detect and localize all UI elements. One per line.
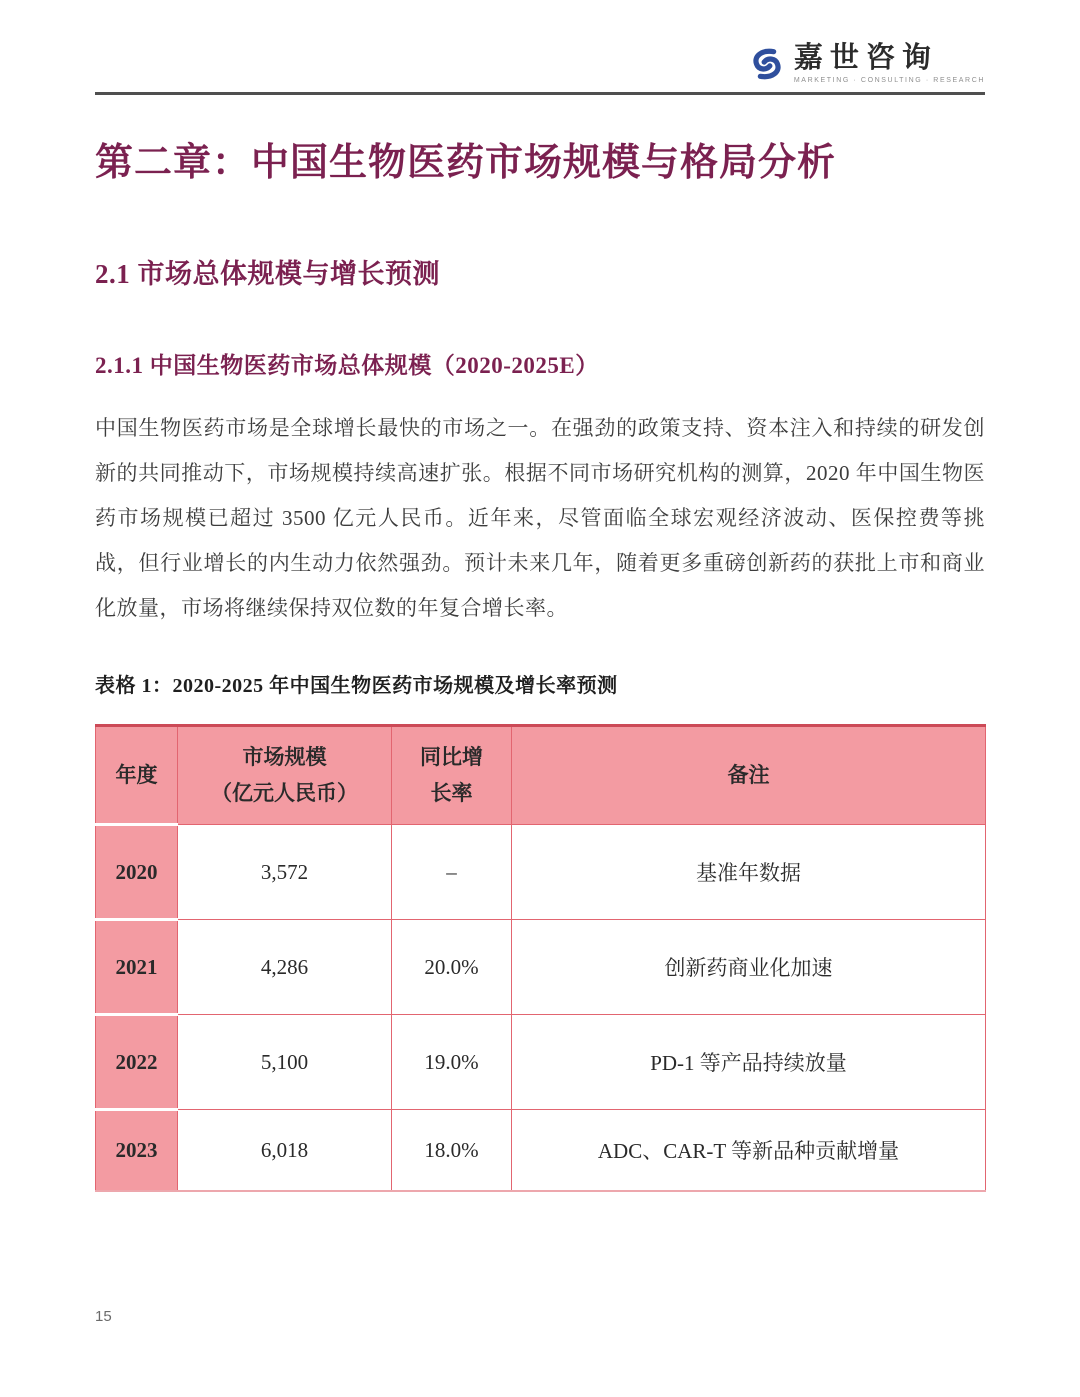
page-number: 15 xyxy=(95,1308,112,1325)
growth-cell: – xyxy=(392,825,512,920)
logo-text-block xyxy=(794,44,985,84)
col-header-scale xyxy=(178,726,392,825)
table-row xyxy=(96,920,986,1015)
growth-cell: 18.0% xyxy=(392,1110,512,1191)
scale-cell: 4,286 xyxy=(178,920,392,1015)
subsection-title: 2.1.1 中国生物医药市场总体规模（2020-2025E） xyxy=(95,353,599,379)
scale-cell: 6,018 xyxy=(178,1110,392,1191)
col-header-scale-line2: （亿元人民币） xyxy=(211,780,358,805)
logo-tagline: MARKETING · CONSULTING · RESEARCH xyxy=(793,77,985,84)
scale-cell: 5,100 xyxy=(178,1015,392,1110)
chapter-title: 第二章：中国生物医药市场规模与格局分析 xyxy=(95,142,837,184)
growth-cell: 19.0% xyxy=(392,1015,512,1110)
note-cell: ADC、CAR-T 等新品种贡献增量 xyxy=(512,1110,986,1191)
col-header-growth xyxy=(392,726,512,825)
note-cell: 创新药商业化加速 xyxy=(512,920,986,1015)
year-cell: 2023 xyxy=(96,1110,178,1191)
scale-cell: 3,572 xyxy=(178,825,392,920)
growth-cell: 20.0% xyxy=(392,920,512,1015)
year-cell: 2022 xyxy=(96,1015,178,1110)
col-header-growth-line2: 长率 xyxy=(430,780,473,805)
table-row xyxy=(96,1015,986,1110)
logo-knot-icon xyxy=(748,45,786,83)
note-cell: 基准年数据 xyxy=(512,825,986,920)
col-header-scale-line1: 市场规模 xyxy=(242,745,327,770)
body-paragraph: 中国生物医药市场是全球增长最快的市场之一。在强劲的政策支持、资本注入和持续的研发创新的共同推动下，市场规模持续高速扩张。根据不同市场研究机构的测算，2020 年中国生物医药市场规模已超过 3500 亿元人民币。近年来，尽管面临全球宏观经济波动、医保控费等挑战，但行业增长的内生动力依然强劲。预计未来几年，随着更多重磅创新药的获批上市和商业化放量，市场将继续保持双位数的年复合增长率。 xyxy=(95,416,985,621)
col-header-growth-line1: 同比增 xyxy=(420,745,483,770)
company-logo xyxy=(748,44,985,84)
section-title: 2.1 市场总体规模与增长预测 xyxy=(95,259,440,290)
table-header-row xyxy=(96,726,986,825)
table-caption: 表格 1：2020-2025 年中国生物医药市场规模及增长率预测 xyxy=(95,675,618,698)
page-header xyxy=(95,0,985,95)
note-cell: PD-1 等产品持续放量 xyxy=(512,1015,986,1110)
col-header-notes: 备注 xyxy=(512,726,986,825)
year-cell: 2021 xyxy=(96,920,178,1015)
logo-name: 嘉世咨询 xyxy=(793,42,938,74)
market-size-table xyxy=(95,724,986,1192)
table-row xyxy=(96,825,986,920)
col-header-year: 年度 xyxy=(96,726,178,825)
table-row xyxy=(96,1110,986,1191)
year-cell: 2020 xyxy=(96,825,178,920)
